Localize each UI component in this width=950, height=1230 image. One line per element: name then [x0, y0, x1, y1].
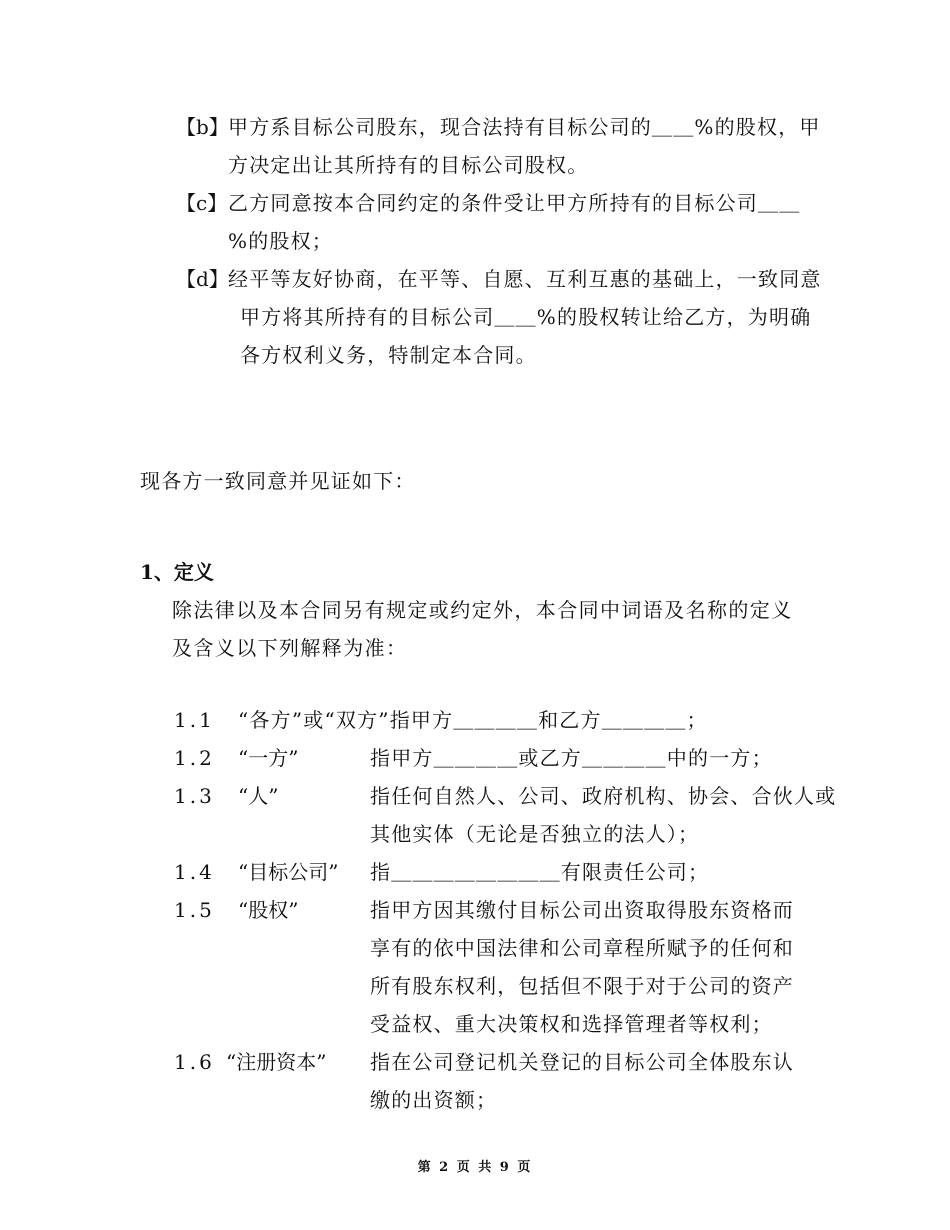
definition-term: “目标公司” — [238, 860, 339, 884]
definition-number: 1.3 — [174, 784, 215, 808]
recital-b-line-1: 甲方系目标公司股东，现合法持有目标公司的＿＿%的股权，甲 — [228, 115, 821, 139]
definition-text: 指在公司登记机关登记的目标公司全体股东认 — [370, 1050, 794, 1074]
agreement-statement: 现各方一致同意并见证如下： — [140, 469, 416, 493]
definition-number: 1.4 — [174, 860, 215, 884]
definition-text: 其他实体（无论是否独立的法人）； — [370, 822, 700, 846]
recital-d-line-2: 甲方将其所持有的目标公司＿＿%的股权转让给乙方，为明确 — [240, 305, 812, 329]
definition-term: “人” — [238, 784, 279, 808]
definition-text: 指甲方因其缴付目标公司出资取得股东资格而 — [370, 898, 794, 922]
recital-label-b: 【b】 — [176, 115, 229, 139]
recital-label-d: 【d】 — [176, 267, 229, 291]
section-title: 1、定义 — [140, 560, 214, 584]
definition-term: “一方” — [238, 746, 299, 770]
definition-term: “股权” — [238, 898, 299, 922]
definition-text: 受益权、重大决策权和选择管理者等权利； — [370, 1012, 773, 1036]
recital-b-line-2: 方决定出让其所持有的目标公司股权。 — [228, 153, 589, 177]
definition-text: 享有的依中国法律和公司章程所赋予的任何和 — [370, 936, 794, 960]
definition-text: 所有股东权利，包括但不限于对于公司的资产 — [370, 974, 794, 998]
recital-c-line-2: %的股权； — [228, 229, 334, 253]
recital-d-line-1: 经平等友好协商，在平等、自愿、互利互惠的基础上，一致同意 — [228, 267, 822, 291]
definition-number: 1.2 — [174, 746, 215, 770]
definition-text: 缴的出资额； — [370, 1088, 498, 1112]
definition-text: 指＿＿＿＿＿＿＿＿有限责任公司； — [370, 860, 710, 884]
section-intro-line-1: 除法律以及本合同另有规定或约定外，本合同中词语及名称的定义 — [172, 598, 793, 622]
definition-text: 指任何自然人、公司、政府机构、协会、合伙人或 — [370, 784, 837, 808]
recital-c-line-1: 乙方同意按本合同约定的条件受让甲方所持有的目标公司＿＿ — [228, 191, 801, 215]
definition-text: 指甲方＿＿＿＿或乙方＿＿＿＿中的一方； — [370, 746, 773, 770]
section-intro-line-2: 及含义以下列解释为准： — [172, 636, 408, 660]
page-footer: 第 2 页 共 9 页 — [417, 1160, 533, 1175]
recital-d-line-3: 各方权利义务，特制定本合同。 — [240, 343, 537, 367]
definition-term: “各方”或“双方”指甲方＿＿＿＿和乙方＿＿＿＿； — [238, 708, 708, 732]
definition-number: 1.6 — [174, 1050, 215, 1074]
definition-number: 1.1 — [174, 708, 215, 732]
recital-label-c: 【c】 — [176, 191, 228, 215]
definition-term: “注册资本” — [226, 1050, 327, 1074]
definition-number: 1.5 — [174, 898, 215, 922]
